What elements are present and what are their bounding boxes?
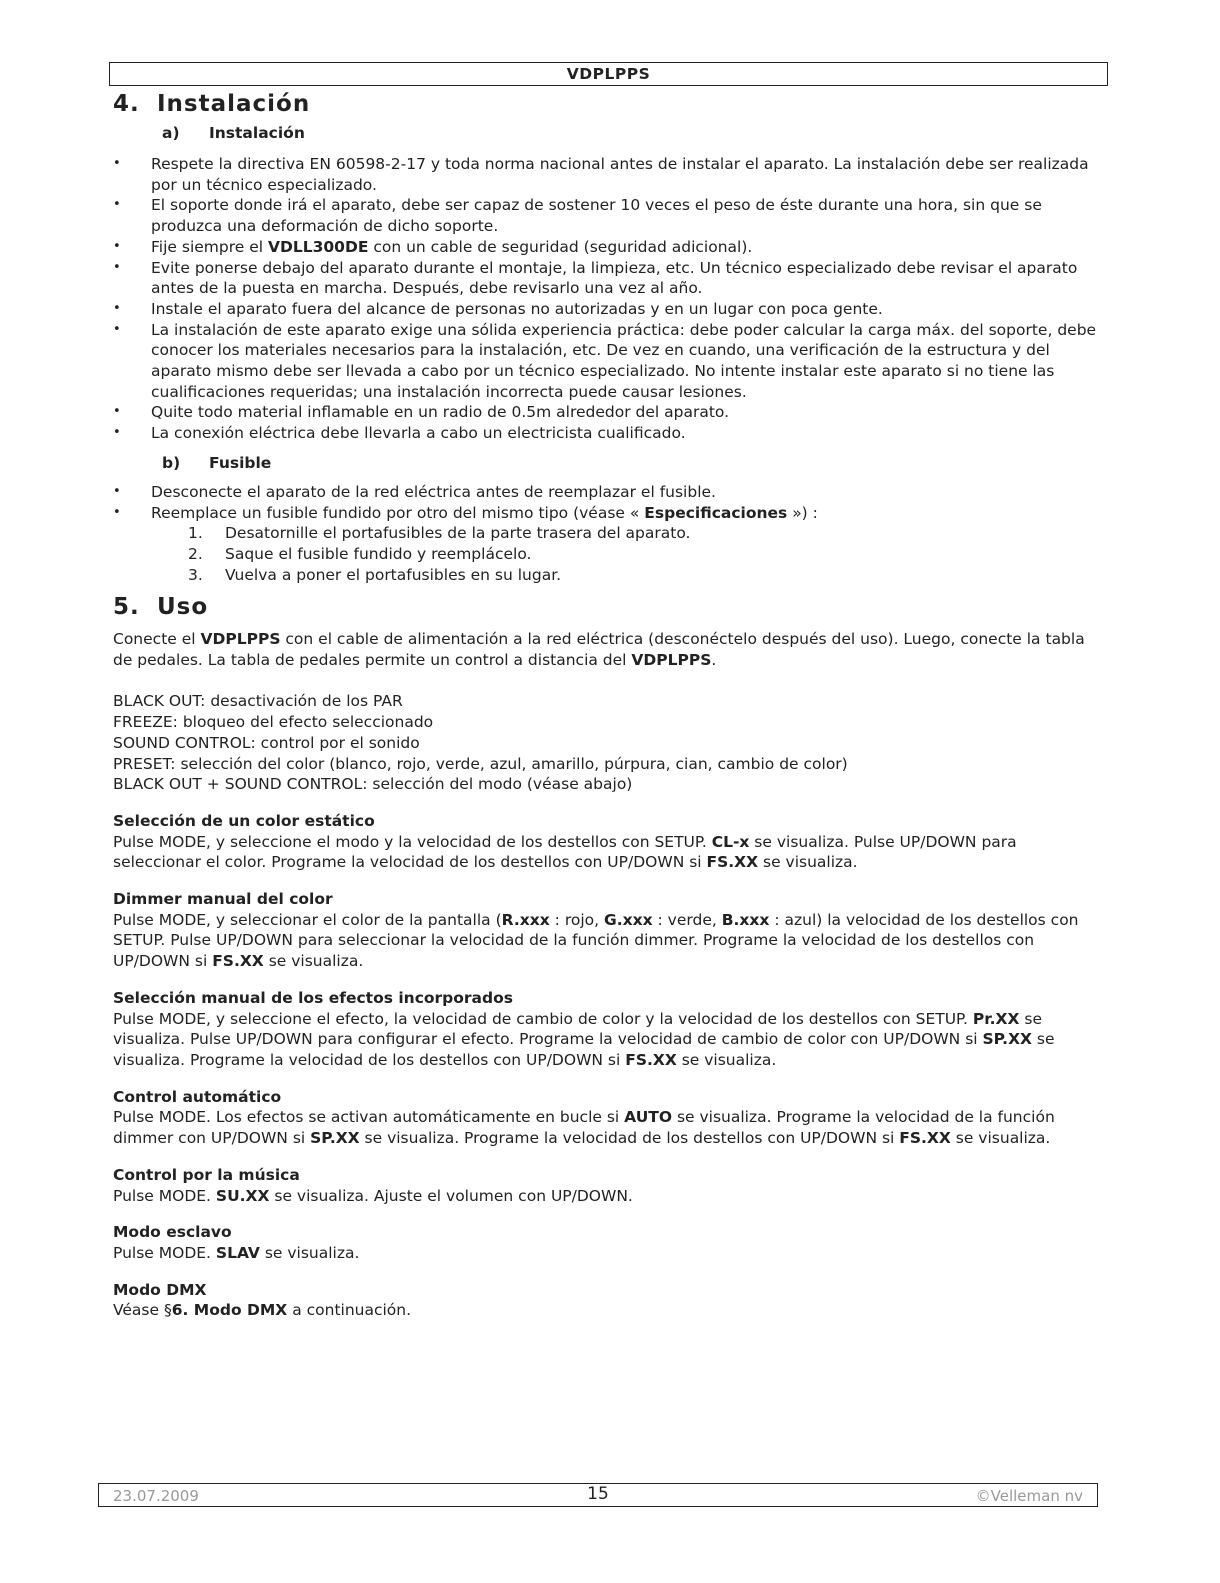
- slave-heading: Modo esclavo: [113, 1223, 232, 1242]
- fuse-steps: [113, 523, 1098, 585]
- subsection-title: Fusible: [209, 453, 272, 472]
- section-number: 5.: [113, 594, 140, 621]
- list-item: • Desconecte el aparato de la red eléctrica antes de reemplazar el fusible.: [113, 482, 1098, 503]
- page-header: [109, 62, 1108, 86]
- header-title: VDPLPPS: [566, 65, 651, 83]
- auto-heading: Control automático: [113, 1087, 282, 1106]
- subsection-title: Instalación: [209, 124, 305, 142]
- section-title: Instalación: [157, 91, 311, 117]
- music-heading: Control por la música: [113, 1165, 300, 1184]
- fuse-list: [113, 482, 1098, 523]
- effects-heading: Selección manual de los efectos incorporados: [113, 988, 513, 1007]
- subsection-a-heading: [113, 123, 1098, 144]
- subsection-number: a): [162, 124, 180, 142]
- step-item: 1. Desatornille el portafusibles de la parte trasera del aparato.: [188, 524, 691, 543]
- section-number: 4.: [113, 91, 140, 117]
- list-item: • Fije siempre el VDLL300DE con un cable de seguridad (seguridad adicional).: [113, 237, 1098, 258]
- list-item: • La conexión eléctrica debe llevarla a cabo un electricista cualificado.: [113, 423, 1098, 444]
- list-item: • Quite todo material inflamable en un radio de 0.5m alrededor del aparato.: [113, 402, 1098, 423]
- list-item: • El soporte donde irá el aparato, debe ser capaz de sostener 10 veces el peso de éste durante una hora, sin que se produzca una deformación de dicho soporte.: [113, 195, 1098, 236]
- function-line: BLACK OUT + SOUND CONTROL: selección del modo (véase abajo): [113, 775, 633, 794]
- auto-text: Pulse MODE. Los efectos se activan automáticamente en bucle si AUTO se visualiza. Programe la velocidad de la función dimmer con UP/DOWN si SP.XX se visualiza. Programe la velocidad de los destellos con UP/DOWN si FS.XX se visualiza.: [113, 1108, 1055, 1148]
- page-number: 15: [587, 1484, 609, 1504]
- pedal-functions: [113, 691, 1098, 795]
- footer-date: 23.07.2009: [113, 1487, 199, 1505]
- installation-list: [113, 154, 1098, 444]
- dimmer-heading: Dimmer manual del color: [113, 890, 333, 909]
- subsection-number: b): [162, 453, 181, 472]
- document-body: [113, 88, 1098, 1321]
- static-color-text: Pulse MODE, y seleccione el modo y la velocidad de los destellos con SETUP. CL-x se visualiza. Pulse UP/DOWN para seleccionar el color. Programe la velocidad de los destellos con UP/DOWN si FS.XX se visualiza.: [113, 832, 1017, 872]
- section-5-heading: [113, 591, 1098, 623]
- list-item: • Respete la directiva EN 60598-2-17 y toda norma nacional antes de instalar el aparato. La instalación debe ser realizada por un técnico especializado.: [113, 154, 1098, 195]
- function-line: PRESET: selección del color (blanco, rojo, verde, azul, amarillo, púrpura, cian, cambio de color): [113, 754, 848, 773]
- dmx-heading: Modo DMX: [113, 1280, 207, 1299]
- list-item: • Reemplace un fusible fundido por otro del mismo tipo (véase « Especificaciones ») :: [113, 503, 1098, 524]
- section-4-heading: [113, 88, 1098, 120]
- step-item: 2. Saque el fusible fundido y reemplácelo.: [188, 544, 532, 563]
- step-item: 3. Vuelva a poner el portafusibles en su lugar.: [188, 565, 562, 584]
- function-line: SOUND CONTROL: control por el sonido: [113, 733, 420, 752]
- page-footer: [98, 1483, 1098, 1507]
- function-line: FREEZE: bloqueo del efecto seleccionado: [113, 713, 434, 732]
- slave-text: Pulse MODE. SLAV se visualiza.: [113, 1243, 360, 1262]
- list-item: • Evite ponerse debajo del aparato durante el montaje, la limpieza, etc. Un técnico especializado debe revisar el aparato antes de la puesta en marcha. Después, debe revisarlo una vez al año.: [113, 258, 1098, 299]
- section-title: Uso: [157, 594, 209, 621]
- usage-intro: Conecte el VDPLPPS con el cable de alimentación a la red eléctrica (desconéctelo después del uso). Luego, conecte la tabla de pedales. La tabla de pedales permite un control a distancia del VDPLPPS.: [113, 630, 1085, 670]
- list-item: • La instalación de este aparato exige una sólida experiencia práctica: debe poder calcular la carga máx. del soporte, debe conocer los materiales necesarios para la instalación, etc. De vez en cuando, una verificación de la estructura y del aparato mismo debe ser llevada a cabo por un técnico especializado. No intente instalar este aparato si no tiene las cualificaciones requeridas; una instalación incorrecta puede causar lesiones.: [113, 320, 1098, 403]
- effects-text: Pulse MODE, y seleccione el efecto, la velocidad de cambio de color y la velocidad de los destellos con SETUP. Pr.XX se visualiza. Pulse UP/DOWN para configurar el efecto. Programe la velocidad de cambio de color con UP/DOWN si SP.XX se visualiza. Programe la velocidad de los destellos con UP/DOWN si FS.XX se visualiza.: [113, 1009, 1055, 1069]
- music-text: Pulse MODE. SU.XX se visualiza. Ajuste el volumen con UP/DOWN.: [113, 1186, 633, 1205]
- function-line: BLACK OUT: desactivación de los PAR: [113, 692, 403, 711]
- static-color-heading: Selección de un color estático: [113, 811, 375, 830]
- dimmer-text: Pulse MODE, y seleccionar el color de la pantalla (R.xxx : rojo, G.xxx : verde, B.xxx : azul) la velocidad de los destellos con SETUP. Pulse UP/DOWN para seleccionar la velocidad de la función dimmer. Programe la velocidad de los destellos con UP/DOWN si FS.XX se visualiza.: [113, 910, 1079, 971]
- footer-copyright: ©Velleman nv: [975, 1487, 1083, 1505]
- list-item: • Instale el aparato fuera del alcance de personas no autorizadas y en un lugar con poca gente.: [113, 299, 1098, 320]
- subsection-b-heading: [113, 453, 1098, 474]
- dmx-text: Véase §6. Modo DMX a continuación.: [113, 1301, 412, 1320]
